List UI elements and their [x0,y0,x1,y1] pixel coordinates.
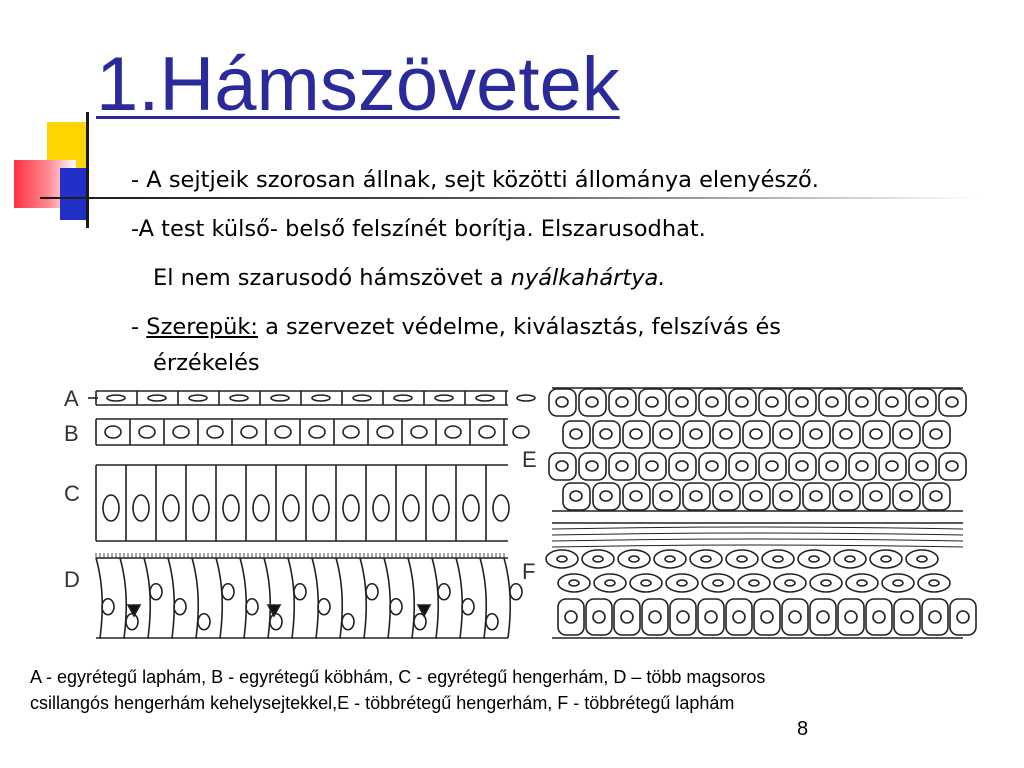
bullet-3 [153,263,665,293]
panel-c-columnar [96,465,509,541]
panel-d-pseudostratified [96,553,522,638]
figure-label-b: B [64,421,79,446]
bullet-4-dash: - [131,314,147,340]
bullet-4-underlined: Szerepük: [146,314,258,340]
panel-b-cuboidal [96,419,529,445]
figure-label-c: C [64,481,80,506]
bullet-3-text: El nem szarusodó hámszövet a [153,265,511,291]
epithelium-illustration [58,383,978,648]
bullet-3-italic: nyálkahártya. [510,265,666,291]
bullet-1: - A sejtjeik szorosan állnak, sejt közötti állománya elenyésző. [131,167,819,193]
bullet-4-continuation: érzékelés [153,350,260,376]
caption-line-1: A - egyrétegű laphám, B - egyrétegű köbhám, C - egyrétegű hengerhám, D – több magsoros [30,667,766,687]
figure-label-a: A [64,386,79,411]
caption-line-2: csillangós hengerhám kehelysejtekkel,E - többrétegű hengerhám, F - többrétegű laphám [30,693,735,713]
bullet-4-text: a szervezet védelme, kiválasztás, felszívás és [257,314,782,340]
panel-e-stratified-columnar [549,388,966,511]
slide-title: 1.Hámszövetek [96,42,620,127]
decor-vertical-line [86,112,89,228]
bullet-2: -A test külső- belső felszínét borítja. Elszarusodhat. [131,216,706,242]
panel-f-stratified-squamous [546,523,976,638]
decor-blue-square [60,168,88,220]
figure-caption [30,664,990,716]
page-number: 8 [797,718,809,740]
bullet-4 [131,312,781,342]
figure-label-f: F [522,559,536,584]
decor-horizontal-line [40,197,980,199]
panel-a-squamous [88,391,535,405]
figure-label-d: D [64,567,80,592]
figure-label-e: E [522,447,537,472]
